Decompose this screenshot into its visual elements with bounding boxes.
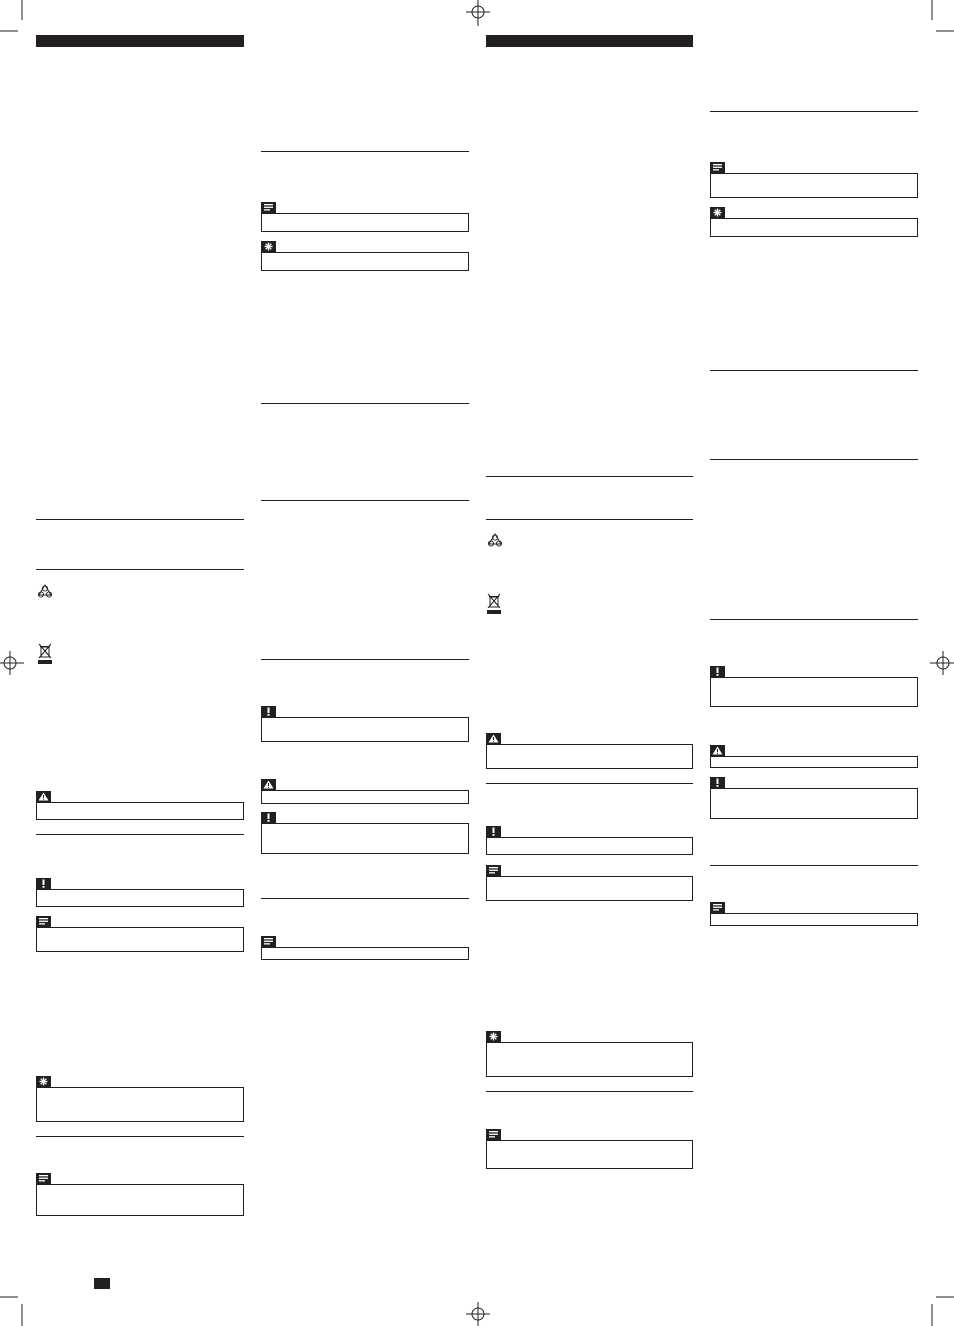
note-box xyxy=(36,927,244,952)
caution-box xyxy=(486,744,693,769)
crossed-out-bin-icon xyxy=(486,593,502,620)
recycle-icon xyxy=(486,533,504,554)
crop-mark-bottom-left xyxy=(0,1296,30,1326)
registration-mark-top xyxy=(466,0,490,26)
registration-mark-left xyxy=(0,651,24,675)
section-divider xyxy=(36,1136,244,1137)
warning-box xyxy=(261,717,469,742)
note-box xyxy=(486,876,693,901)
note-icon xyxy=(486,865,501,876)
note-box xyxy=(261,947,469,960)
section-header-bar xyxy=(486,35,693,47)
tip-icon xyxy=(261,241,276,252)
section-divider xyxy=(710,111,918,112)
warning-icon xyxy=(710,666,725,677)
note-icon xyxy=(710,902,725,913)
section-divider xyxy=(261,403,469,404)
caution-box xyxy=(36,802,244,820)
section-divider xyxy=(36,834,244,835)
tip-icon xyxy=(36,1076,51,1087)
warning-box xyxy=(710,788,918,819)
section-divider xyxy=(261,500,469,501)
note-icon xyxy=(710,162,725,173)
crop-mark-top-left xyxy=(0,0,30,32)
tip-box xyxy=(36,1087,244,1122)
caution-icon xyxy=(710,745,725,756)
registration-mark-right xyxy=(930,651,954,675)
note-box xyxy=(36,1184,244,1216)
note-box xyxy=(486,1140,693,1169)
note-icon xyxy=(36,1173,51,1184)
caution-icon xyxy=(36,791,51,802)
section-divider xyxy=(36,519,244,520)
warning-icon xyxy=(486,826,501,837)
warning-icon xyxy=(261,706,276,717)
warning-icon xyxy=(710,777,725,788)
tip-box xyxy=(261,252,469,271)
section-divider xyxy=(261,151,469,152)
note-icon xyxy=(486,1129,501,1140)
crop-mark-icon xyxy=(924,1296,954,1326)
section-divider xyxy=(486,1091,693,1092)
registration-mark-bottom xyxy=(466,1302,490,1326)
warning-icon xyxy=(36,878,51,889)
note-icon xyxy=(261,936,276,947)
section-divider xyxy=(486,783,693,784)
tip-icon xyxy=(486,1031,501,1042)
note-box xyxy=(710,913,918,926)
crop-mark-top-right xyxy=(924,0,954,32)
tip-box xyxy=(486,1042,693,1077)
crop-mark-icon xyxy=(0,1296,30,1326)
section-divider xyxy=(710,865,918,866)
crop-mark-icon xyxy=(0,0,30,32)
note-box xyxy=(261,213,469,232)
section-divider xyxy=(710,459,918,460)
section-header-bar xyxy=(36,35,244,47)
caution-box xyxy=(710,756,918,768)
crossed-out-bin-icon xyxy=(37,643,53,670)
warning-icon xyxy=(261,812,276,823)
caution-box xyxy=(261,790,469,804)
registration-mark-icon xyxy=(466,0,490,26)
section-divider xyxy=(36,569,244,570)
section-divider xyxy=(486,519,693,520)
caution-icon xyxy=(486,733,501,744)
registration-mark-icon xyxy=(930,651,954,675)
recycle-icon xyxy=(36,584,54,605)
note-icon xyxy=(261,202,276,213)
section-divider xyxy=(261,659,469,660)
registration-mark-icon xyxy=(0,651,24,675)
warning-box xyxy=(710,677,918,707)
section-divider xyxy=(261,898,469,899)
section-divider xyxy=(710,370,918,371)
warning-box xyxy=(261,823,469,854)
warning-box xyxy=(486,837,693,855)
tip-box xyxy=(710,218,918,237)
section-divider xyxy=(486,476,693,477)
crop-mark-icon xyxy=(924,0,954,32)
tip-icon xyxy=(710,207,725,218)
section-divider xyxy=(710,619,918,620)
note-box xyxy=(710,173,918,198)
warning-box xyxy=(36,889,244,907)
registration-mark-icon xyxy=(466,1302,490,1326)
note-icon xyxy=(36,916,51,927)
crop-mark-bottom-right xyxy=(924,1296,954,1326)
page-number-tab xyxy=(94,1278,110,1289)
caution-icon xyxy=(261,779,276,790)
